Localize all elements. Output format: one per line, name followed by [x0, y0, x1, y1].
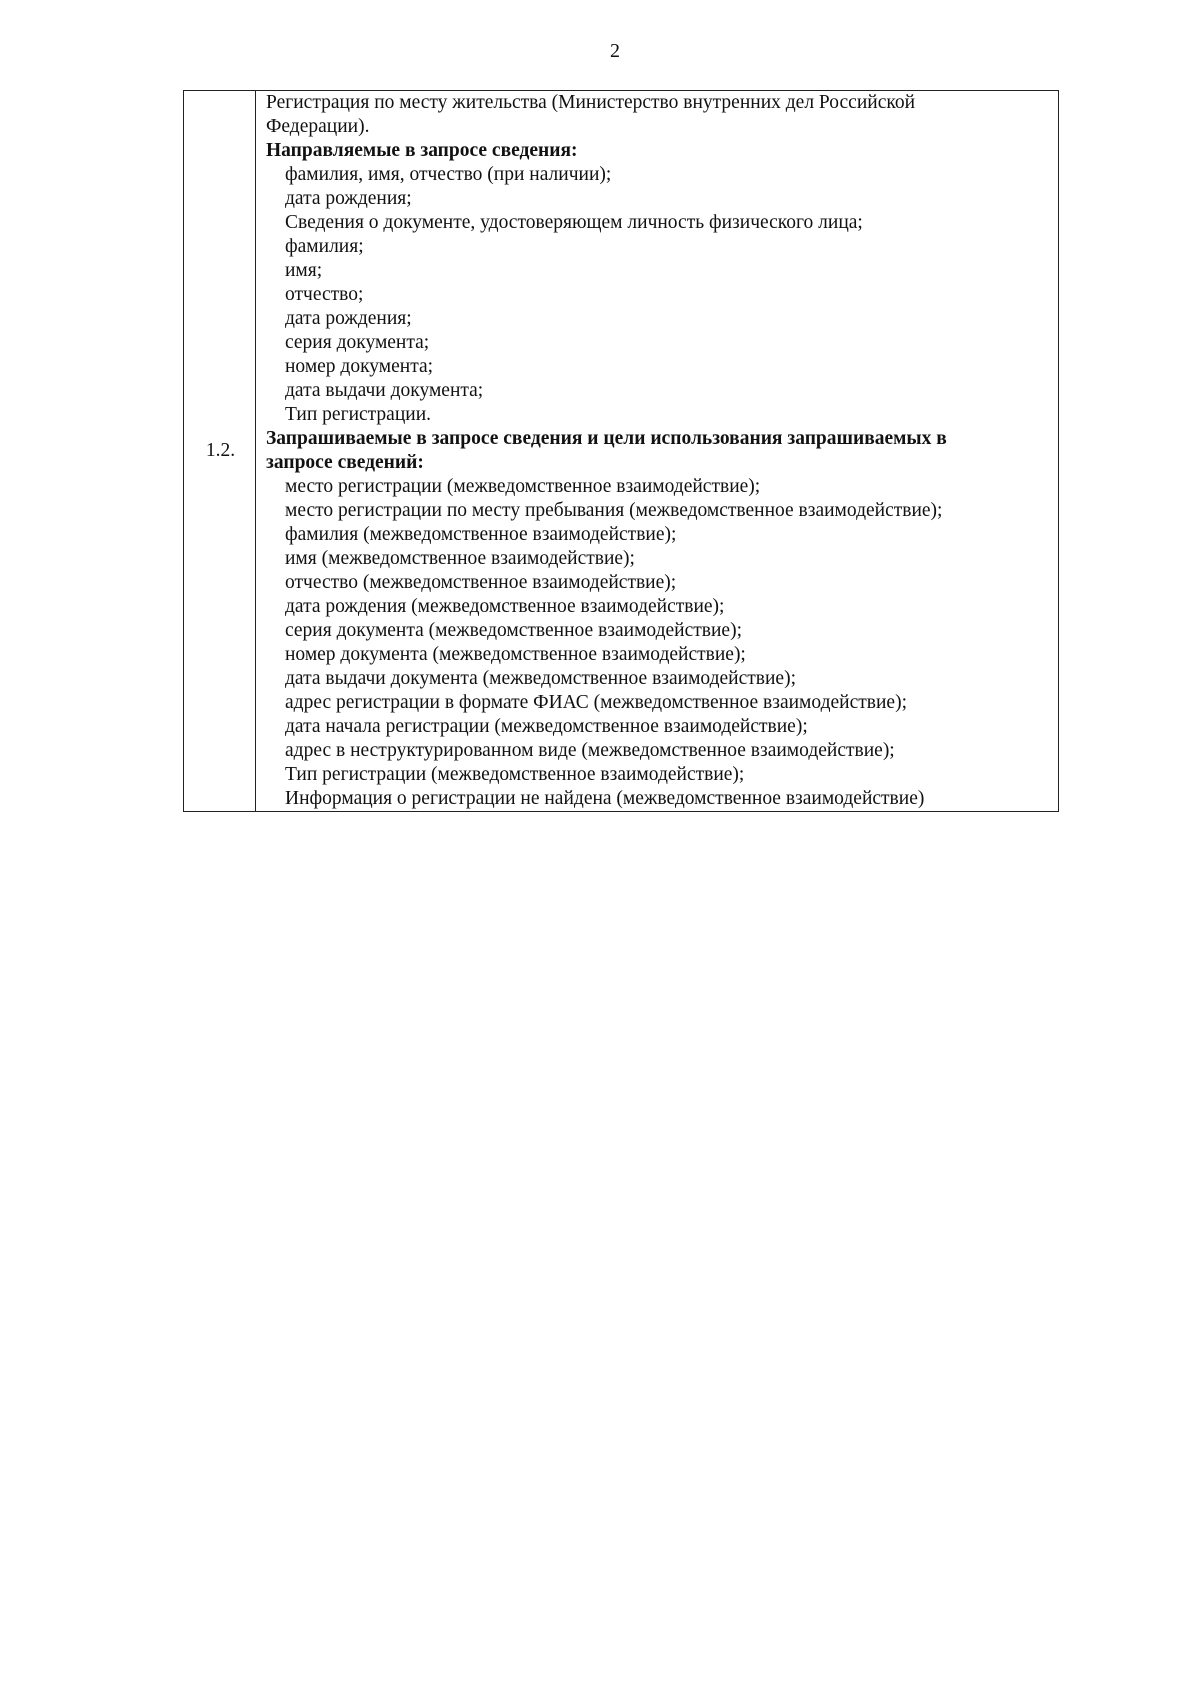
sent-item: фамилия; [285, 236, 364, 257]
requested-item: имя (межведомственное взаимодействие); [285, 548, 635, 569]
sent-item: дата выдачи документа; [285, 380, 484, 401]
requested-item: дата начала регистрации (межведомственное взаимодействие); [285, 716, 808, 737]
row-number: 1.2. [205, 440, 236, 461]
sent-item: дата рождения; [285, 308, 412, 329]
service-title-line-1: Регистрация по месту жительства (Министерство внутренних дел Российской [266, 92, 916, 113]
requested-item: номер документа (межведомственное взаимодействие); [285, 644, 746, 665]
requested-item: адрес регистрации в формате ФИАС (межведомственное взаимодействие); [285, 692, 907, 713]
requested-item: дата выдачи документа (межведомственное взаимодействие); [285, 668, 796, 689]
sent-item: серия документа; [285, 332, 430, 353]
row-number-cell [184, 91, 256, 812]
sent-item: номер документа; [285, 356, 434, 377]
requested-item: Информация о регистрации не найдена (межведомственное взаимодействие) [285, 788, 925, 809]
sent-item: дата рождения; [285, 188, 412, 209]
sent-item: Сведения о документе, удостоверяющем личность физического лица; [285, 212, 863, 233]
document-table [183, 90, 1059, 812]
requested-item: отчество (межведомственное взаимодействие); [285, 572, 677, 593]
service-title-line-2: Федерации). [266, 116, 370, 137]
table-row [184, 91, 1059, 812]
sent-item: Тип регистрации. [285, 404, 432, 425]
sent-item: фамилия, имя, отчество (при наличии); [285, 164, 612, 185]
sent-info-header: Направляемые в запросе сведения: [266, 140, 578, 161]
sent-item: имя; [285, 260, 323, 281]
requested-item: фамилия (межведомственное взаимодействие); [285, 524, 677, 545]
row-content-cell [256, 91, 1059, 812]
requested-info-header-line-1: Запрашиваемые в запросе сведения и цели использования запрашиваемых в [266, 428, 947, 449]
requested-item: Тип регистрации (межведомственное взаимодействие); [285, 764, 745, 785]
requested-item: дата рождения (межведомственное взаимодействие); [285, 596, 725, 617]
sent-item: отчество; [285, 284, 364, 305]
requested-item: место регистрации (межведомственное взаимодействие); [285, 476, 761, 497]
requested-item: серия документа (межведомственное взаимодействие); [285, 620, 742, 641]
requested-info-header-line-2: запросе сведений: [266, 452, 424, 473]
requested-item: адрес в неструктурированном виде (межведомственное взаимодействие); [285, 740, 895, 761]
page-number: 2 [610, 40, 620, 62]
requested-item: место регистрации по месту пребывания (межведомственное взаимодействие); [285, 500, 943, 521]
